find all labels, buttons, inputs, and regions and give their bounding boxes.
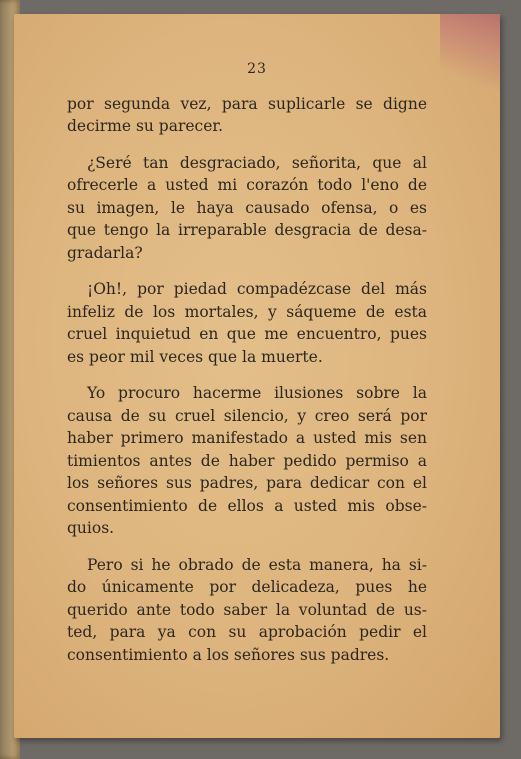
text-line: Yo procuro hacerme ilusiones sobre la (87, 384, 427, 402)
text-line: consentimiento a los señores sus padres. (67, 645, 390, 664)
text-line: ¡Oh!, por piedad compadézcase del más (87, 280, 427, 298)
text-line: haber primero manifestado a usted mis sen (67, 429, 427, 447)
text-line: ted, para ya con su aprobación pedir el (67, 623, 427, 641)
page-text (67, 58, 427, 666)
text-line: ofrecerle a usted mi corazón todo l'eno de (67, 176, 427, 194)
paragraph-4 (67, 382, 427, 540)
text-line: timientos antes de haber pedido permiso a (67, 451, 427, 470)
page-number: 23 (247, 61, 267, 77)
paragraph-5 (67, 554, 427, 667)
facing-page-margin-marks (2, 80, 14, 440)
text-line: consentimiento de ellos a usted mis obse- (67, 496, 427, 515)
text-line: do únicamente por delicadeza, pues he (67, 578, 427, 596)
text-line: quios. (67, 519, 115, 537)
text-line: cruel inquietud en que me encuentro, pues (67, 325, 427, 343)
text-line: Pero si he obrado de esta manera, ha si- (87, 555, 427, 574)
text-line: decirme su parecer. (67, 117, 224, 135)
text-line: gradarla? (67, 243, 143, 262)
text-line: los señores sus padres, para dedicar con el (67, 474, 427, 492)
text-line: por segunda vez, para suplicarle se digne (67, 94, 427, 113)
text-line: infeliz de los mortales, y sáqueme de esta (67, 302, 427, 321)
text-line: que tengo la irreparable desgracia de desa- (67, 221, 427, 239)
paragraph-3 (67, 278, 427, 368)
text-line: querido ante todo saber la voluntad de us- (67, 600, 427, 619)
text-line: causa de su cruel silencio, y creo será por (67, 406, 427, 425)
text-line: ¿Seré tan desgraciado, señorita, que al (87, 153, 427, 172)
text-line: es peor mil veces que la muerte. (67, 347, 323, 366)
page-corner-stain (440, 14, 500, 124)
paragraph-1 (67, 93, 427, 138)
book-page (14, 14, 500, 738)
paragraph-2 (67, 152, 427, 265)
text-line: su imagen, le haya causado ofensa, o es (67, 198, 427, 217)
